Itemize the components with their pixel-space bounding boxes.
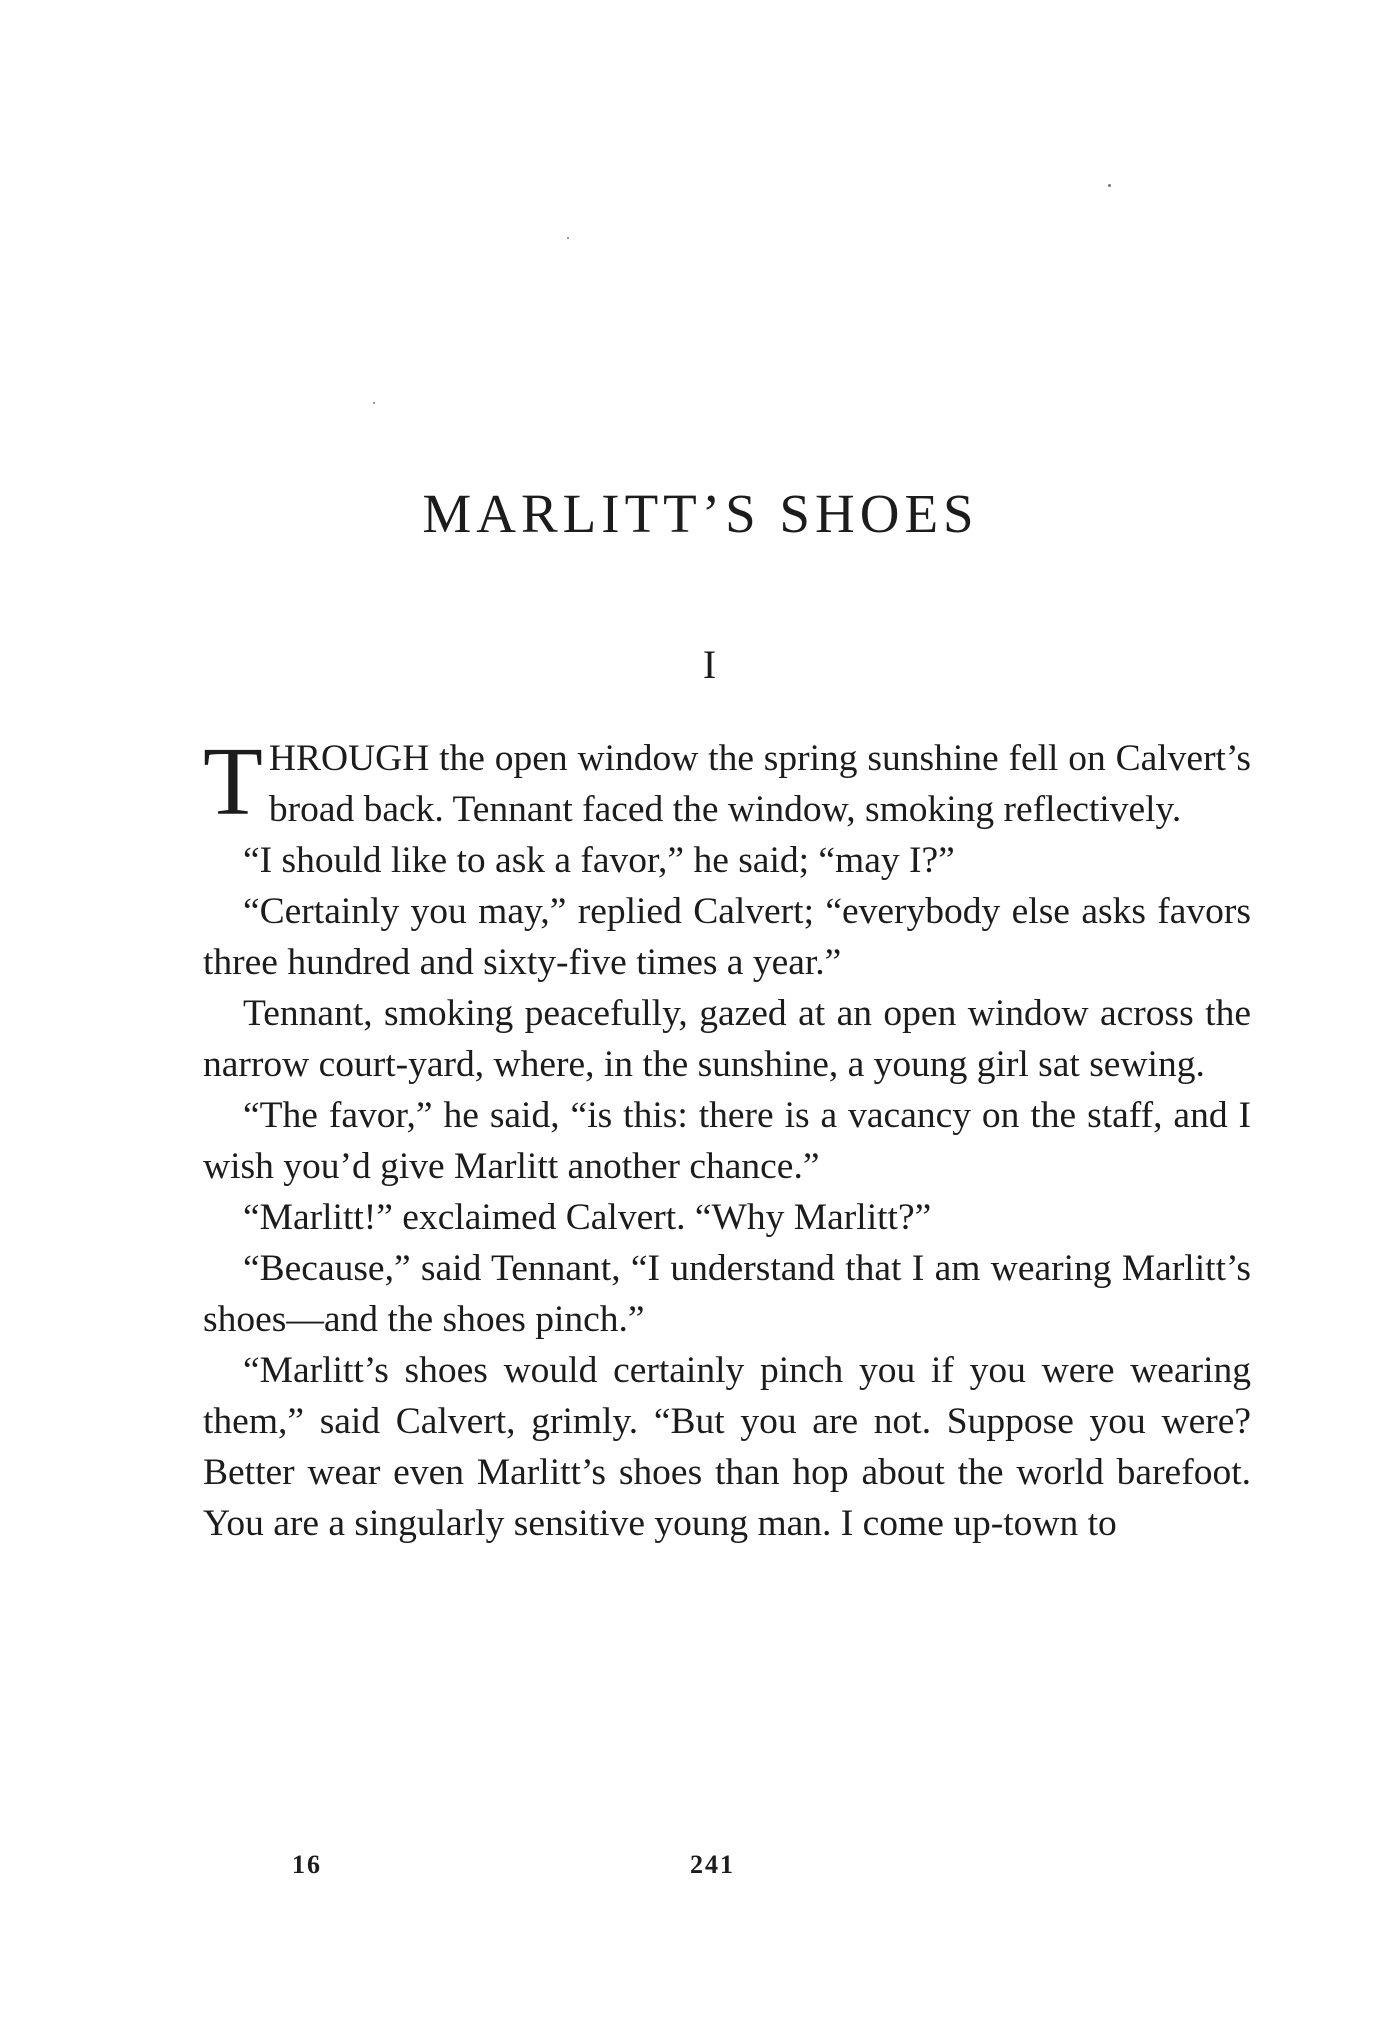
- paragraph: “I should like to ask a favor,” he said; “may I?”: [243, 840, 955, 881]
- paragraph: “Because,” said Tennant, “I understand that I am wearing Marlitt’s shoes—and the shoes pinch.”: [203, 1248, 1251, 1340]
- story-title: MARLITT’S SHOES: [422, 483, 979, 544]
- paragraph: “The favor,” he said, “is this: there is a vacancy on the staff, and I wish you’d give Marlitt another chance.”: [203, 1095, 1251, 1187]
- ink-speck: [567, 237, 569, 239]
- ink-speck: [1108, 184, 1111, 187]
- page-number: 241: [690, 1850, 735, 1879]
- paragraph: “Marlitt!” exclaimed Calvert. “Why Marlitt?”: [243, 1197, 932, 1238]
- page-footer: [0, 1850, 1381, 1890]
- drop-cap: T: [203, 728, 263, 836]
- paragraph-text: HROUGH the open window the spring sunshine fell on Calvert’s broad back. Tennant faced the window, smoking reflectively.: [268, 738, 1251, 830]
- paragraph: “Certainly you may,” replied Calvert; “everybody else asks favors three hundred and sixty-five times a year.”: [203, 891, 1251, 983]
- paragraph: Tennant, smoking peacefully, gazed at an open window across the narrow court-yard, where, in the sunshine, a young girl sat sewing.: [203, 993, 1251, 1085]
- signature-mark: 16: [292, 1850, 322, 1879]
- ink-speck: [373, 402, 375, 404]
- paragraph: “Marlitt’s shoes would certainly pinch you if you were wearing them,” said Calvert, grimly. “But you are not. Suppose you were? Better wear even Marlitt’s shoes than hop about the world barefoot. You are a singularly sensitive young man. I come up-town to: [203, 1350, 1251, 1544]
- paragraph: [203, 728, 1251, 836]
- chapter-numeral: I: [702, 642, 717, 687]
- body-text: [203, 728, 1251, 1549]
